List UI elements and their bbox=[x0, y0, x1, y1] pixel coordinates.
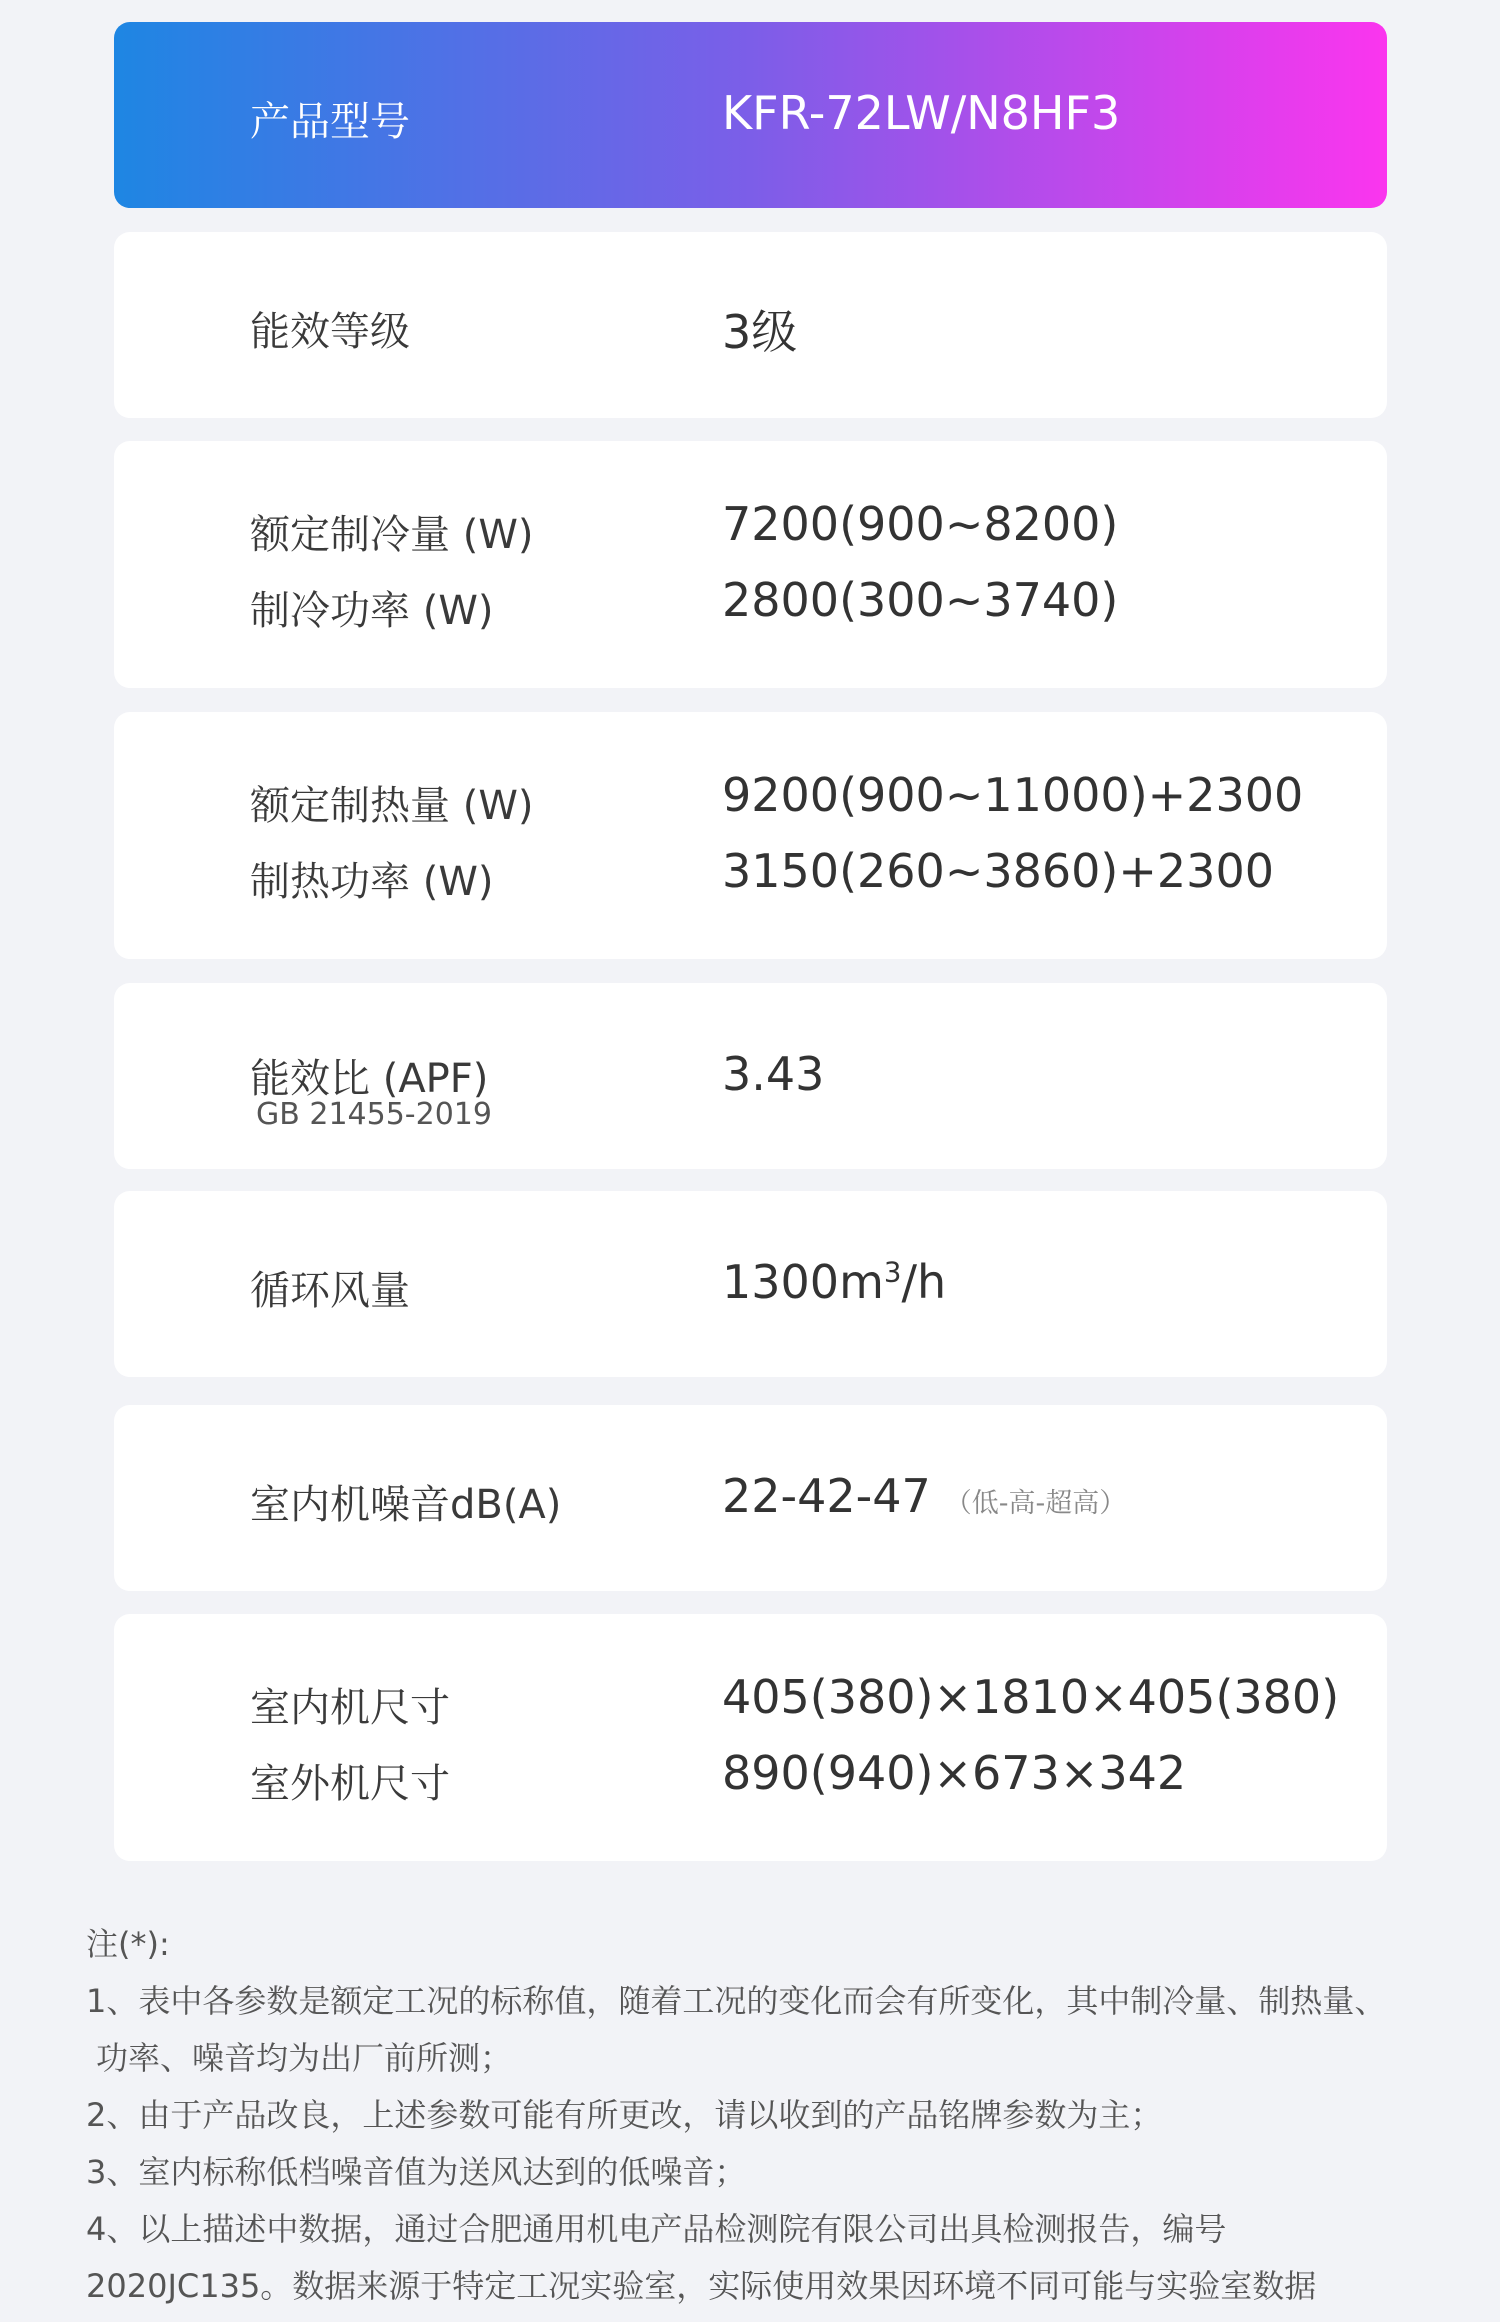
efficiency-grade-label: 能效等级 bbox=[250, 309, 410, 355]
outdoor-size-value: 890(940)×673×342 bbox=[722, 1746, 1187, 1800]
airflow-value-unit: /h bbox=[901, 1255, 947, 1309]
efficiency-grade-card bbox=[114, 232, 1387, 418]
noise-level-note: （低-高-超高） bbox=[944, 1488, 1127, 1519]
airflow-card bbox=[114, 1191, 1387, 1377]
apf-card bbox=[114, 983, 1387, 1169]
note-item: 2020JC135。数据来源于特定工况实验室，实际使用效果因环境不同可能与实验室数据 bbox=[86, 2267, 1317, 2305]
model-header-card bbox=[114, 22, 1387, 208]
apf-value: 3.43 bbox=[722, 1047, 825, 1101]
model-label: 产品型号 bbox=[250, 99, 410, 145]
efficiency-grade-value: 3级 bbox=[722, 305, 798, 359]
heating-capacity-value: 9200(900~11000)+2300 bbox=[722, 768, 1304, 822]
heating-power-value: 3150(260~3860)+2300 bbox=[722, 844, 1274, 898]
note-item: 3、室内标称低档噪音值为送风达到的低噪音； bbox=[86, 2153, 747, 2191]
cooling-card bbox=[114, 441, 1387, 688]
apf-label: 能效比 (APF) bbox=[250, 1056, 489, 1102]
heating-card bbox=[114, 712, 1387, 959]
cooling-power-value: 2800(300~3740) bbox=[722, 573, 1119, 627]
airflow-label: 循环风量 bbox=[250, 1268, 410, 1314]
noise-value: 22-42-47 bbox=[722, 1469, 931, 1523]
noise-label: 室内机噪音dB(A) bbox=[250, 1482, 562, 1528]
cooling-power-label: 制冷功率 (W) bbox=[250, 588, 494, 634]
dimensions-card bbox=[114, 1614, 1387, 1861]
noise-card bbox=[114, 1405, 1387, 1591]
cooling-capacity-value: 7200(900~8200) bbox=[722, 497, 1119, 551]
indoor-size-label: 室内机尺寸 bbox=[250, 1685, 450, 1731]
notes-title: 注(*): bbox=[86, 1925, 170, 1963]
note-item: 1、表中各参数是额定工况的标称值，随着工况的变化而会有所变化，其中制冷量、制热量、 bbox=[86, 1982, 1387, 2020]
note-item: 功率、噪音均为出厂前所测； bbox=[96, 2039, 513, 2077]
heating-power-label: 制热功率 (W) bbox=[250, 859, 494, 905]
notes-section bbox=[86, 1916, 1416, 2315]
outdoor-size-label: 室外机尺寸 bbox=[250, 1761, 450, 1807]
apf-standard: GB 21455-2019 bbox=[256, 1097, 492, 1132]
heating-capacity-label: 额定制热量 (W) bbox=[250, 783, 534, 829]
cooling-capacity-label: 额定制冷量 (W) bbox=[250, 512, 534, 558]
note-item: 4、以上描述中数据，通过合肥通用机电产品检测院有限公司出具检测报告，编号 bbox=[86, 2210, 1227, 2248]
model-value: KFR-72LW/N8HF3 bbox=[722, 86, 1121, 140]
airflow-value-number: 1300m bbox=[722, 1255, 884, 1309]
indoor-size-value: 405(380)×1810×405(380) bbox=[722, 1670, 1340, 1724]
noise-value-group bbox=[722, 1469, 1126, 1523]
airflow-value-exponent: 3 bbox=[883, 1255, 902, 1289]
note-item: 2、由于产品改良，上述参数可能有所更改，请以收到的产品铭牌参数为主； bbox=[86, 2096, 1163, 2134]
airflow-value bbox=[722, 1255, 946, 1309]
